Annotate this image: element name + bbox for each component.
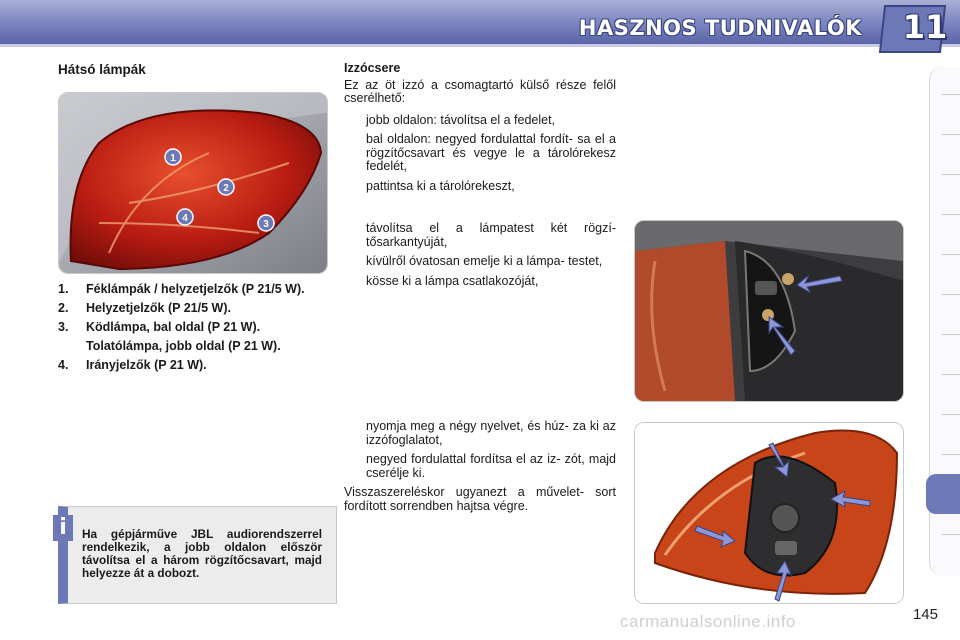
bulb-legend xyxy=(58,282,328,377)
tab-divider xyxy=(942,374,960,375)
legend-item: 4. Irányjelzők (P 21 W). xyxy=(58,358,207,372)
chapter-number: 11 xyxy=(902,8,948,46)
tab-divider xyxy=(942,254,960,255)
svg-text:2: 2 xyxy=(223,183,229,194)
step-item: távolítsa el a lámpatest két rögzí- tősarkantyúját, xyxy=(344,222,616,249)
callout-4 xyxy=(177,209,193,225)
svg-text:3: 3 xyxy=(263,219,269,230)
legend-item: 1. Féklámpák / helyzetjelzők (P 21/5 W). xyxy=(58,282,305,296)
legend-item: 2. Helyzetjelzők (P 21/5 W). xyxy=(58,301,231,315)
tab-divider xyxy=(942,174,960,175)
intro-paragraph: Ez az öt izzó a csomagtartó külső része felől cserélhető: xyxy=(344,77,616,105)
callout-2 xyxy=(218,179,234,195)
bulb-replacement-title: Izzócsere xyxy=(344,61,401,75)
tab-divider xyxy=(942,134,960,135)
bullet-icon xyxy=(344,453,366,480)
callout-1 xyxy=(165,149,181,165)
svg-text:1: 1 xyxy=(170,153,176,164)
bullet-icon xyxy=(344,180,366,194)
step-item: kösse ki a lámpa csatlakozóját, xyxy=(344,275,616,289)
header-title: HASZNOS TUDNIVALÓK xyxy=(578,16,862,40)
legend-item: 3. Ködlámpa, bal oldal (P 21 W). xyxy=(58,320,261,334)
bullet-icon xyxy=(344,114,366,128)
rear-lamp-photo xyxy=(58,92,328,274)
trunk-fastener-photo xyxy=(634,220,904,402)
step-item: bal oldalon: negyed fordulattal fordít- sa el a rögzítőcsavart és vegye le a tárolórekesz fedelét, xyxy=(344,133,616,174)
page-header xyxy=(0,0,960,58)
bullet-icon xyxy=(344,133,366,174)
info-text: Ha gépjárműve JBL audiorendszerrel rendelkezik, a jobb oldalon először távolítsa el a három rögzítőcsavart, majd helyezze át a dobozt. xyxy=(82,527,322,580)
callout-3 xyxy=(258,215,274,231)
bullet-icon xyxy=(344,222,366,249)
info-icon: i xyxy=(53,515,73,541)
step-item: jobb oldalon: távolítsa el a fedelet, xyxy=(344,114,616,128)
bullet-icon xyxy=(344,255,366,269)
step-item: kívülről óvatosan emelje ki a lámpa- testet, xyxy=(344,255,616,269)
svg-text:4: 4 xyxy=(182,213,188,224)
watermark: carmanualsonline.info xyxy=(620,612,796,631)
tab-divider xyxy=(942,214,960,215)
bulb-swap-steps xyxy=(344,420,616,521)
tab-divider xyxy=(942,334,960,335)
step-item: nyomja meg a négy nyelvet, és húz- za ki az izzófoglalatot, xyxy=(344,420,616,447)
lamp-removal-steps xyxy=(344,222,616,294)
section-title: Hátsó lámpák xyxy=(58,62,146,77)
step-item: pattintsa ki a tárolórekeszt, xyxy=(344,180,616,194)
bullet-icon xyxy=(344,275,366,289)
tab-divider xyxy=(942,454,960,455)
lamp-unit-photo xyxy=(634,422,904,604)
tab-divider xyxy=(942,534,960,535)
page-number: 145 xyxy=(912,606,938,623)
bulb-replacement-intro xyxy=(344,62,616,199)
closing-paragraph: Visszaszereléskor ugyanezt a művelet- sort fordított sorrendben hajtsa végre. xyxy=(344,485,616,513)
tab-divider xyxy=(942,94,960,95)
legend-item: Tolatólámpa, jobb oldal (P 21 W). xyxy=(86,339,281,353)
step-item: negyed fordulattal fordítsa el az iz- zót, majd cserélje ki. xyxy=(344,453,616,480)
active-chapter-tab[interactable] xyxy=(926,474,960,514)
bullet-icon xyxy=(344,420,366,447)
tab-divider xyxy=(942,414,960,415)
tab-divider xyxy=(942,294,960,295)
